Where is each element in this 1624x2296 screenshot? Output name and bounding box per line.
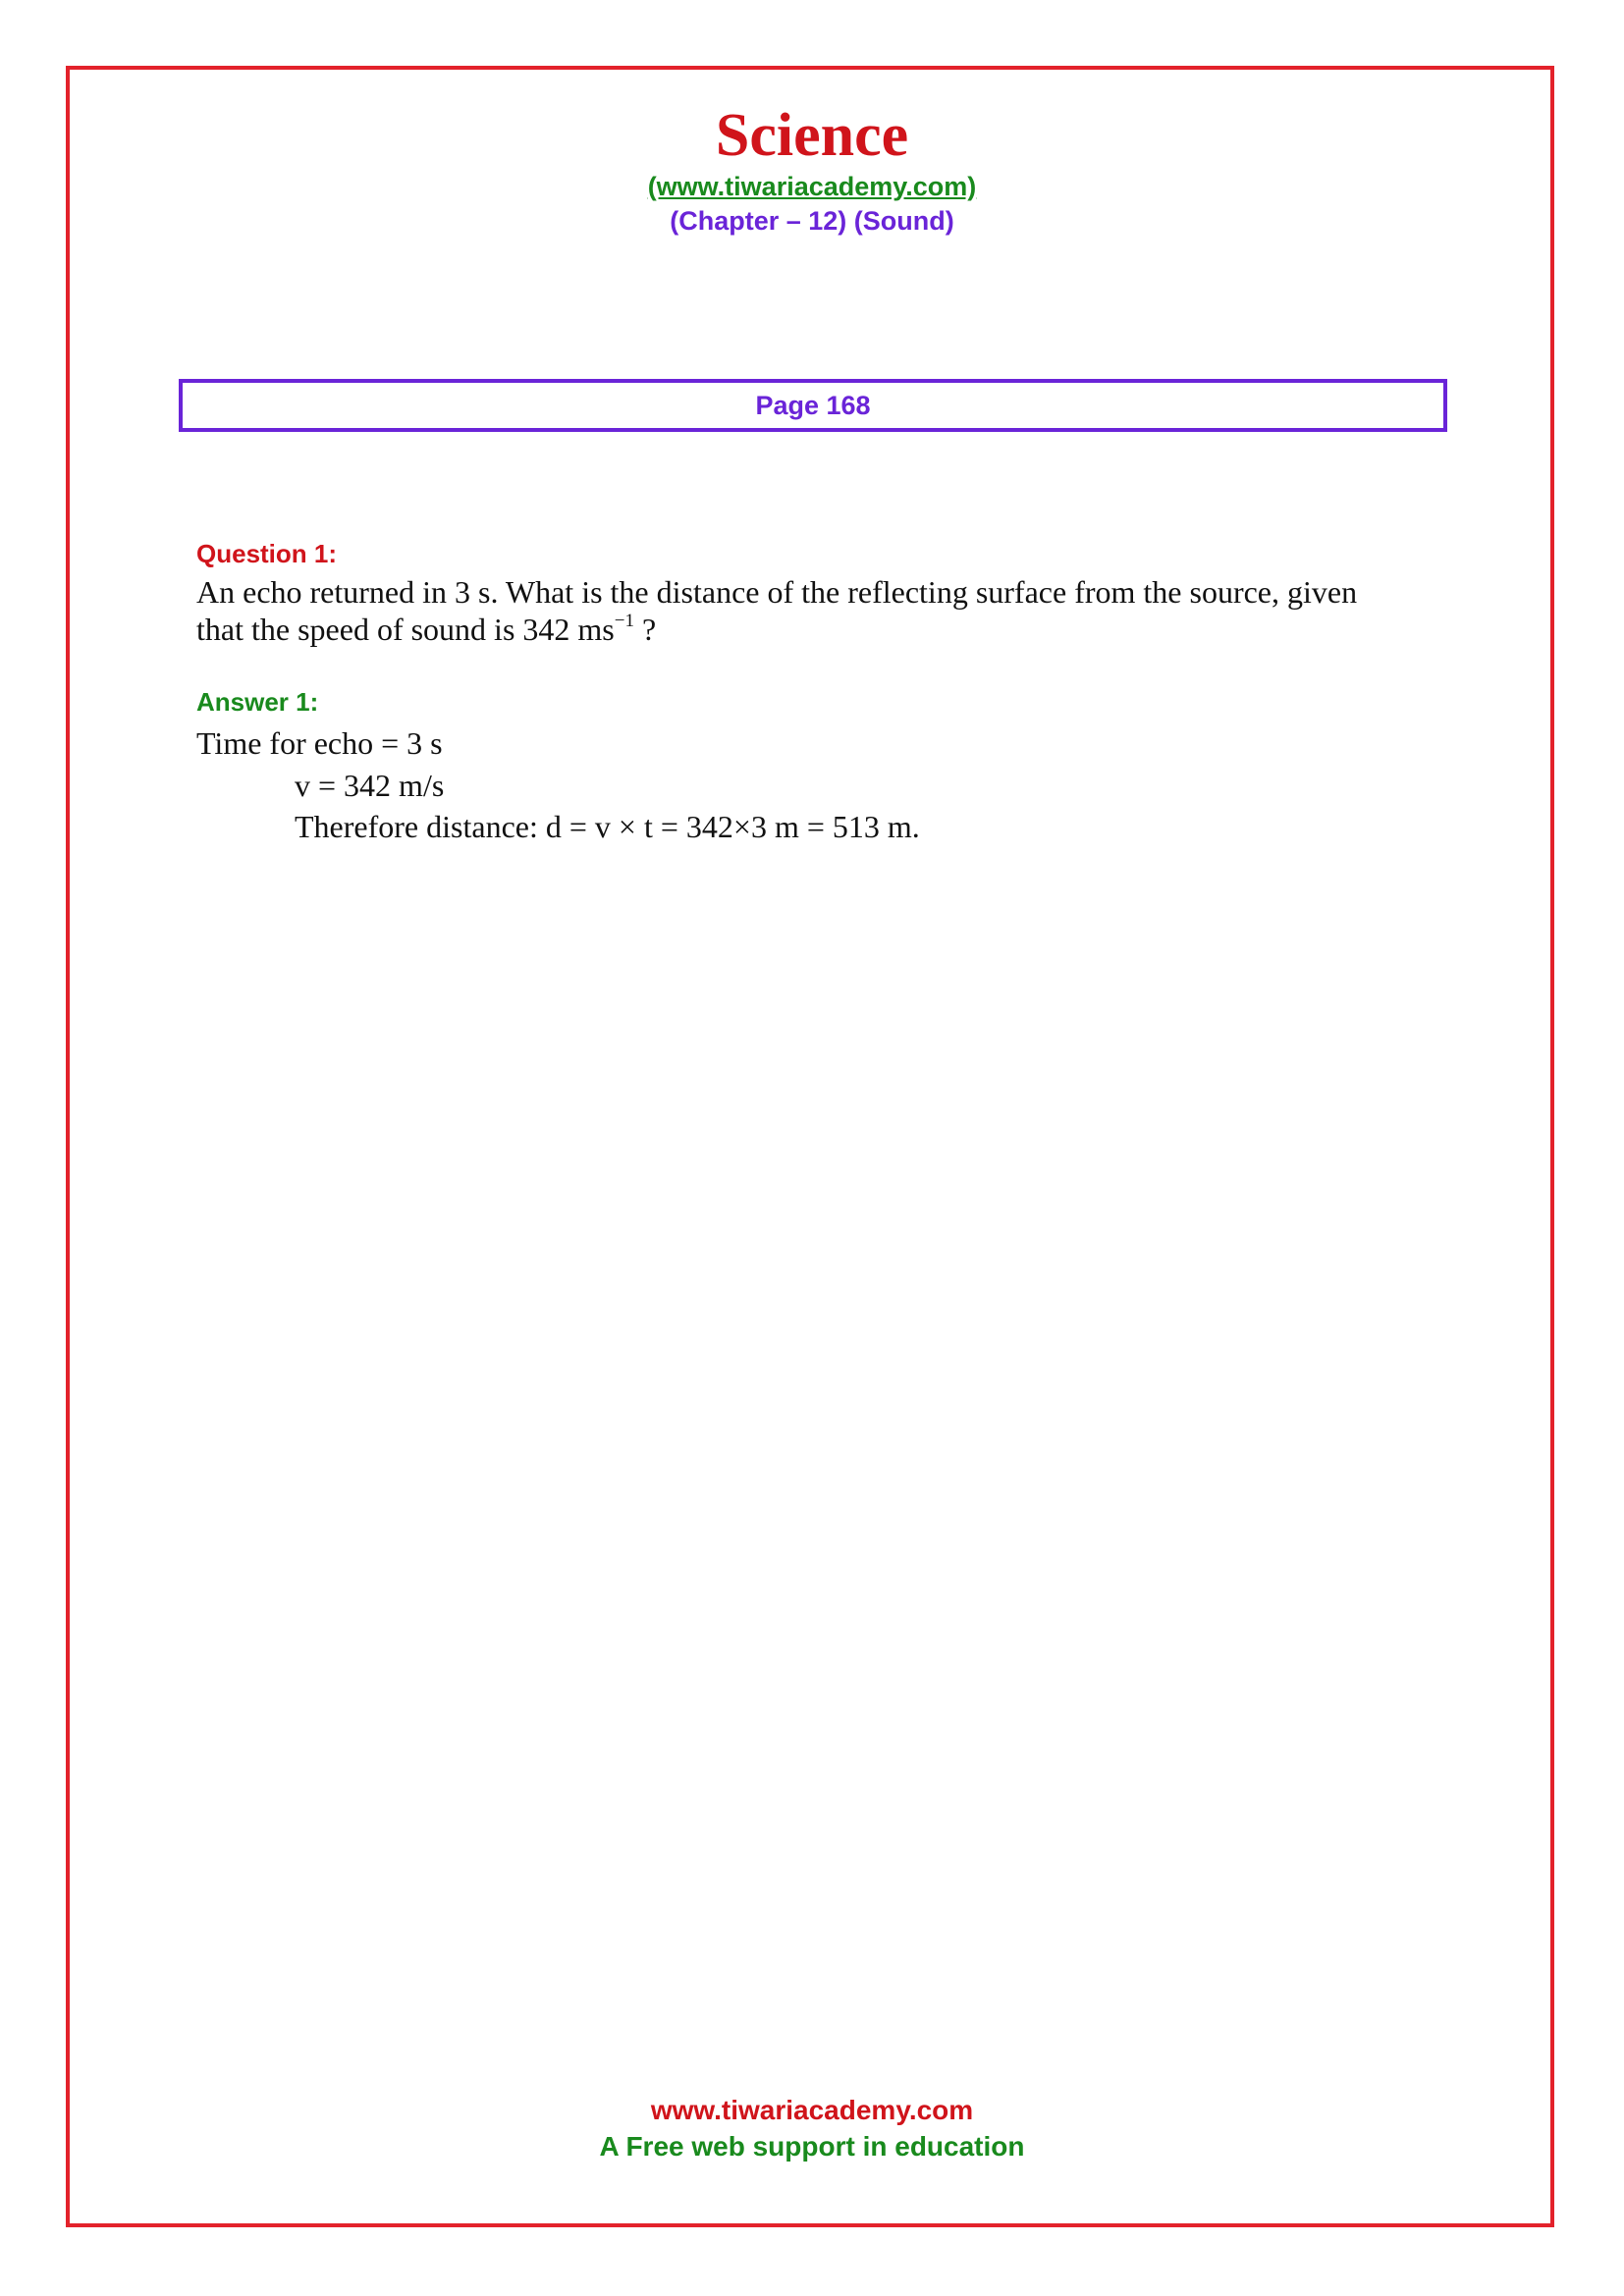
answer-line-1: Time for echo = 3 s (196, 725, 443, 761)
footer-tagline: A Free web support in education (599, 2131, 1025, 2162)
answer-label: Answer 1: (196, 687, 319, 717)
answer-line-3: Therefore distance: d = v × t = 342×3 m = 513 m. (295, 809, 920, 844)
website-link[interactable]: (www.tiwariacademy.com) (647, 172, 977, 201)
footer-website-link[interactable]: www.tiwariacademy.com (650, 2095, 974, 2125)
page-number-label: Page 168 (755, 391, 871, 420)
question-text-line-2 (196, 611, 656, 648)
exponent: −1 (614, 611, 634, 631)
answer-line-2: v = 342 m/s (295, 768, 445, 803)
page-title: Science (715, 102, 909, 169)
question-text-line-1: An echo returned in 3 s. What is the distance of the reflecting surface from the source, given (196, 574, 1358, 610)
page-number-box (179, 379, 1447, 432)
chapter-heading: (Chapter – 12) (Sound) (670, 206, 954, 236)
question-label: Question 1: (196, 539, 338, 568)
question-text-line-2-prefix: that the speed of sound is 342 ms (196, 612, 615, 647)
question-text-line-2-suffix: ? (633, 612, 657, 647)
